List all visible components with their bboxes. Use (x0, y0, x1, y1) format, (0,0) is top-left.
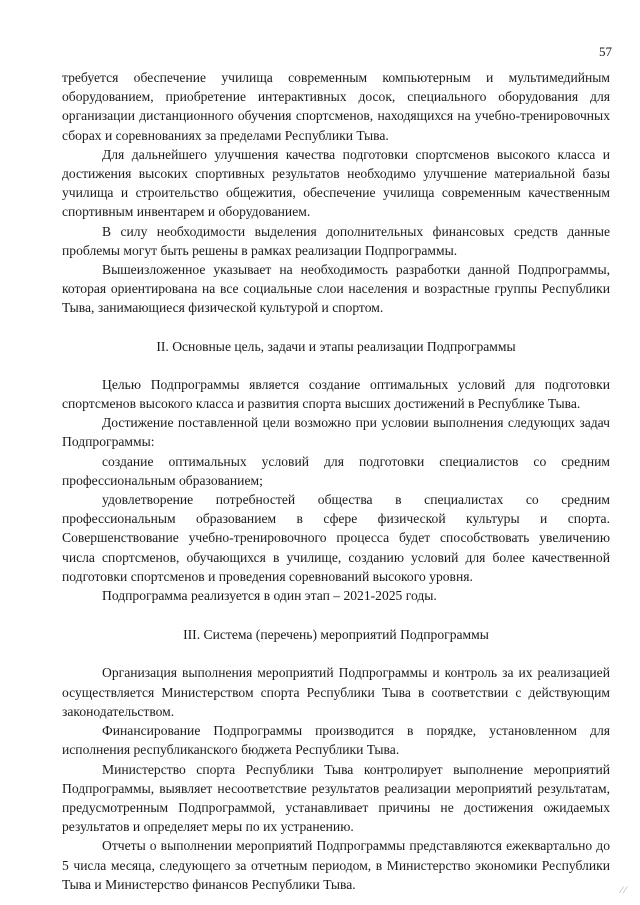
paragraph: Достижение поставленной цели возможно при условии выполнения следующих задач Подпрограммы: (62, 415, 610, 450)
document-body (62, 68, 610, 894)
paragraph: Подпрограмма реализуется в один этап – 2021-2025 годы. (102, 588, 437, 604)
paragraph: удовлетворение потребностей общества в специалистах со средним профессиональным образованием в сфере физической культуры и спорта. Совершенствование учебно-тренировочного процесса будет способствовать увеличению числа спортсменов, обучающихся в училище, созданию условий для более качественной подготовки спортсменов и проведения соревнований высокого уровня. (62, 492, 610, 584)
paragraph: Министерство спорта Республики Тыва контролирует выполнение мероприятий Подпрограммы, выявляет несоответствие результатов реализации мероприятий результатам, предусмотренным Подпрограммой, устанавливает причины не достижения ожидаемых результатов и определяет меры по их устранению. (62, 761, 610, 835)
paragraph: Организация выполнения мероприятий Подпрограммы и контроль за их реализацией осуществляется Министерством спорта Республики Тыва в соответствии с действующим законодательством. (62, 665, 610, 719)
paragraph: В силу необходимости выделения дополнительных финансовых средств данные проблемы могут быть решены в рамках реализации Подпрограммы. (62, 223, 610, 258)
paragraph: Отчеты о выполнении мероприятий Подпрограммы представляются ежеквартально до 5 числа месяца, следующего за отчетным периодом, в Министерство экономики Республики Тыва и Министерство финансов Республики Тыва. (62, 838, 610, 892)
section-heading: II. Основные цель, задачи и этапы реализации Подпрограммы (156, 338, 516, 354)
paragraph: Вышеизложенное указывает на необходимость разработки данной Подпрограммы, которая ориентирована на все социальные слои населения и возрастные группы Республики Тыва, занимающиеся физической культурой и спортом. (62, 262, 610, 316)
paragraph: Целью Подпрограммы является создание оптимальных условий для подготовки спортсменов высокого класса и развития спорта высших достижений в Республике Тыва. (62, 376, 610, 412)
paragraph: требуется обеспечение училища современным компьютерным и мультимедийным оборудованием, приобретение интерактивных досок, специального оборудования для организации дистанционного обучения спортсменов, находящихся на учебно-тренировочных сборах и соревнованиях за пределами Республики Тыва. (62, 70, 610, 143)
paragraph: Финансирование Подпрограммы производится в порядке, установленном для исполнения республиканского бюджета Республики Тыва. (62, 723, 610, 758)
page-number: 57 (599, 44, 612, 59)
scan-mark: ⁄ ⁄ (620, 885, 626, 895)
paragraph: создание оптимальных условий для подготовки специалистов со средним профессиональным образованием; (62, 453, 610, 488)
paragraph: Для дальнейшего улучшения качества подготовки спортсменов высокого класса и достижения высоких спортивных результатов необходимо улучшение материальной базы училища и строительство общежития, обеспечение училища современным качественным спортивным инвентарем и оборудованием. (62, 146, 610, 220)
section-heading: III. Система (перечень) мероприятий Подпрограммы (183, 627, 489, 643)
